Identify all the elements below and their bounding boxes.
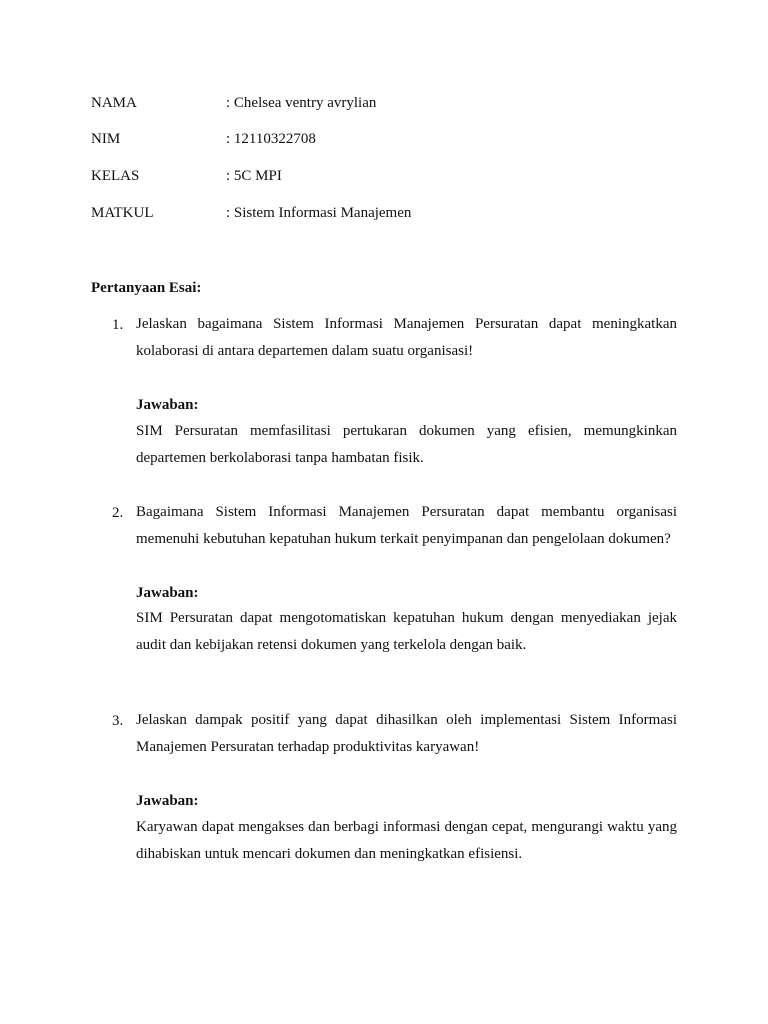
question-number: 3. [112, 713, 124, 729]
identity-value: : Sistem Informasi Manajemen [226, 205, 412, 221]
section-heading: Pertanyaan Esai: [91, 280, 202, 296]
question-number: 1. [112, 317, 124, 333]
answer-text: SIM Persuratan dapat mengotomatiskan kepatuhan hukum dengan menyediakan jejak audit dan kebijakan retensi dokumen yang terkelola dengan baik. [136, 610, 677, 653]
identity-label: KELAS [91, 168, 140, 184]
question-number: 2. [112, 505, 124, 521]
answer-text: SIM Persuratan memfasilitasi pertukaran dokumen yang efisien, memungkinkan departemen berkolaborasi tanpa hambatan fisik. [136, 423, 677, 466]
identity-value: : 5C MPI [226, 168, 282, 184]
identity-value: : Chelsea ventry avrylian [226, 95, 377, 111]
identity-label: NAMA [91, 95, 137, 111]
answer-label: Jawaban: [136, 585, 199, 601]
question-text: Jelaskan bagaimana Sistem Informasi Manajemen Persuratan dapat meningkatkan kolaborasi di antara departemen dalam suatu organisasi! [136, 316, 677, 359]
identity-label: MATKUL [91, 205, 154, 221]
identity-value: : 12110322708 [226, 131, 316, 147]
question-text: Jelaskan dampak positif yang dapat dihasilkan oleh implementasi Sistem Informasi Manajemen Persuratan terhadap produktivitas karyawan! [136, 712, 677, 755]
answer-label: Jawaban: [136, 793, 199, 809]
question-text: Bagaimana Sistem Informasi Manajemen Persuratan dapat membantu organisasi memenuhi kebutuhan kepatuhan hukum terkait penyimpanan dan pengelolaan dokumen? [136, 504, 677, 547]
identity-label: NIM [91, 131, 121, 147]
answer-label: Jawaban: [136, 397, 199, 413]
answer-text: Karyawan dapat mengakses dan berbagi informasi dengan cepat, mengurangi waktu yang dihabiskan untuk mencari dokumen dan meningkatkan efisiensi. [136, 819, 677, 862]
